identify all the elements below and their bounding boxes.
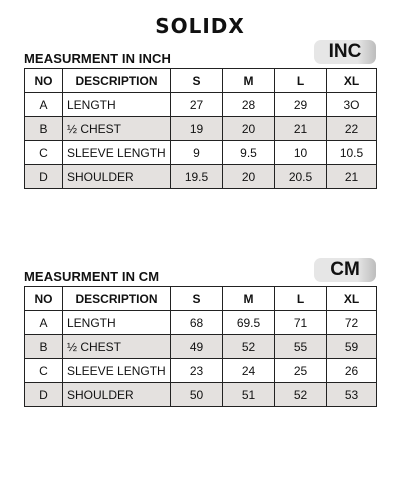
header-size-s: S bbox=[171, 69, 223, 93]
cell-l: 52 bbox=[275, 383, 327, 407]
cell-description: LENGTH bbox=[63, 311, 171, 335]
cell-xl: 10.5 bbox=[327, 141, 377, 165]
inch-section-header bbox=[24, 40, 376, 68]
cell-xl: 21 bbox=[327, 165, 377, 189]
cell-s: 50 bbox=[171, 383, 223, 407]
cell-l: 71 bbox=[275, 311, 327, 335]
cell-no: A bbox=[25, 311, 63, 335]
inch-size-chart bbox=[24, 40, 376, 189]
cell-m: 9.5 bbox=[223, 141, 275, 165]
cell-description: SLEEVE LENGTH bbox=[63, 359, 171, 383]
cell-m: 69.5 bbox=[223, 311, 275, 335]
inch-size-table bbox=[24, 68, 377, 189]
table-row bbox=[25, 359, 377, 383]
cell-description: SLEEVE LENGTH bbox=[63, 141, 171, 165]
header-size-l: L bbox=[275, 69, 327, 93]
cell-xl: 72 bbox=[327, 311, 377, 335]
table-header-row bbox=[25, 287, 377, 311]
cell-xl: 3O bbox=[327, 93, 377, 117]
brand-logo: SOLIDX bbox=[155, 14, 245, 38]
table-row bbox=[25, 311, 377, 335]
inch-unit-badge: INC bbox=[314, 40, 376, 64]
cell-no: B bbox=[25, 335, 63, 359]
cell-m: 28 bbox=[223, 93, 275, 117]
cell-m: 20 bbox=[223, 117, 275, 141]
table-row bbox=[25, 117, 377, 141]
header-size-s: S bbox=[171, 287, 223, 311]
table-row bbox=[25, 383, 377, 407]
table-row bbox=[25, 141, 377, 165]
cell-xl: 53 bbox=[327, 383, 377, 407]
cell-s: 68 bbox=[171, 311, 223, 335]
cell-no: D bbox=[25, 383, 63, 407]
cell-m: 24 bbox=[223, 359, 275, 383]
cell-description: SHOULDER bbox=[63, 165, 171, 189]
cell-description: LENGTH bbox=[63, 93, 171, 117]
cell-s: 19 bbox=[171, 117, 223, 141]
header-no: NO bbox=[25, 69, 63, 93]
cell-l: 10 bbox=[275, 141, 327, 165]
cell-xl: 22 bbox=[327, 117, 377, 141]
cell-m: 52 bbox=[223, 335, 275, 359]
cell-l: 25 bbox=[275, 359, 327, 383]
cell-no: D bbox=[25, 165, 63, 189]
header-description: DESCRIPTION bbox=[63, 287, 171, 311]
cm-size-chart bbox=[24, 258, 376, 407]
cell-l: 29 bbox=[275, 93, 327, 117]
inch-section-title: MEASURMENT IN INCH bbox=[24, 51, 171, 66]
cell-m: 51 bbox=[223, 383, 275, 407]
cell-m: 20 bbox=[223, 165, 275, 189]
table-row bbox=[25, 93, 377, 117]
header-no: NO bbox=[25, 287, 63, 311]
cell-s: 27 bbox=[171, 93, 223, 117]
cell-description: ½ CHEST bbox=[63, 117, 171, 141]
cell-s: 19.5 bbox=[171, 165, 223, 189]
cm-section-title: MEASURMENT IN CM bbox=[24, 269, 160, 284]
header-size-xl: XL bbox=[327, 69, 377, 93]
cell-l: 21 bbox=[275, 117, 327, 141]
cell-no: C bbox=[25, 359, 63, 383]
cm-unit-badge: CM bbox=[314, 258, 376, 282]
cell-no: B bbox=[25, 117, 63, 141]
cell-s: 23 bbox=[171, 359, 223, 383]
header-size-l: L bbox=[275, 287, 327, 311]
cell-s: 9 bbox=[171, 141, 223, 165]
table-row bbox=[25, 165, 377, 189]
cell-l: 20.5 bbox=[275, 165, 327, 189]
cm-size-table bbox=[24, 286, 377, 407]
table-row bbox=[25, 335, 377, 359]
cell-no: C bbox=[25, 141, 63, 165]
cell-xl: 59 bbox=[327, 335, 377, 359]
header-size-m: M bbox=[223, 287, 275, 311]
header-size-xl: XL bbox=[327, 287, 377, 311]
table-header-row bbox=[25, 69, 377, 93]
header-description: DESCRIPTION bbox=[63, 69, 171, 93]
header-size-m: M bbox=[223, 69, 275, 93]
cell-description: SHOULDER bbox=[63, 383, 171, 407]
cell-l: 55 bbox=[275, 335, 327, 359]
cell-xl: 26 bbox=[327, 359, 377, 383]
cm-section-header bbox=[24, 258, 376, 286]
cell-description: ½ CHEST bbox=[63, 335, 171, 359]
cell-s: 49 bbox=[171, 335, 223, 359]
cell-no: A bbox=[25, 93, 63, 117]
